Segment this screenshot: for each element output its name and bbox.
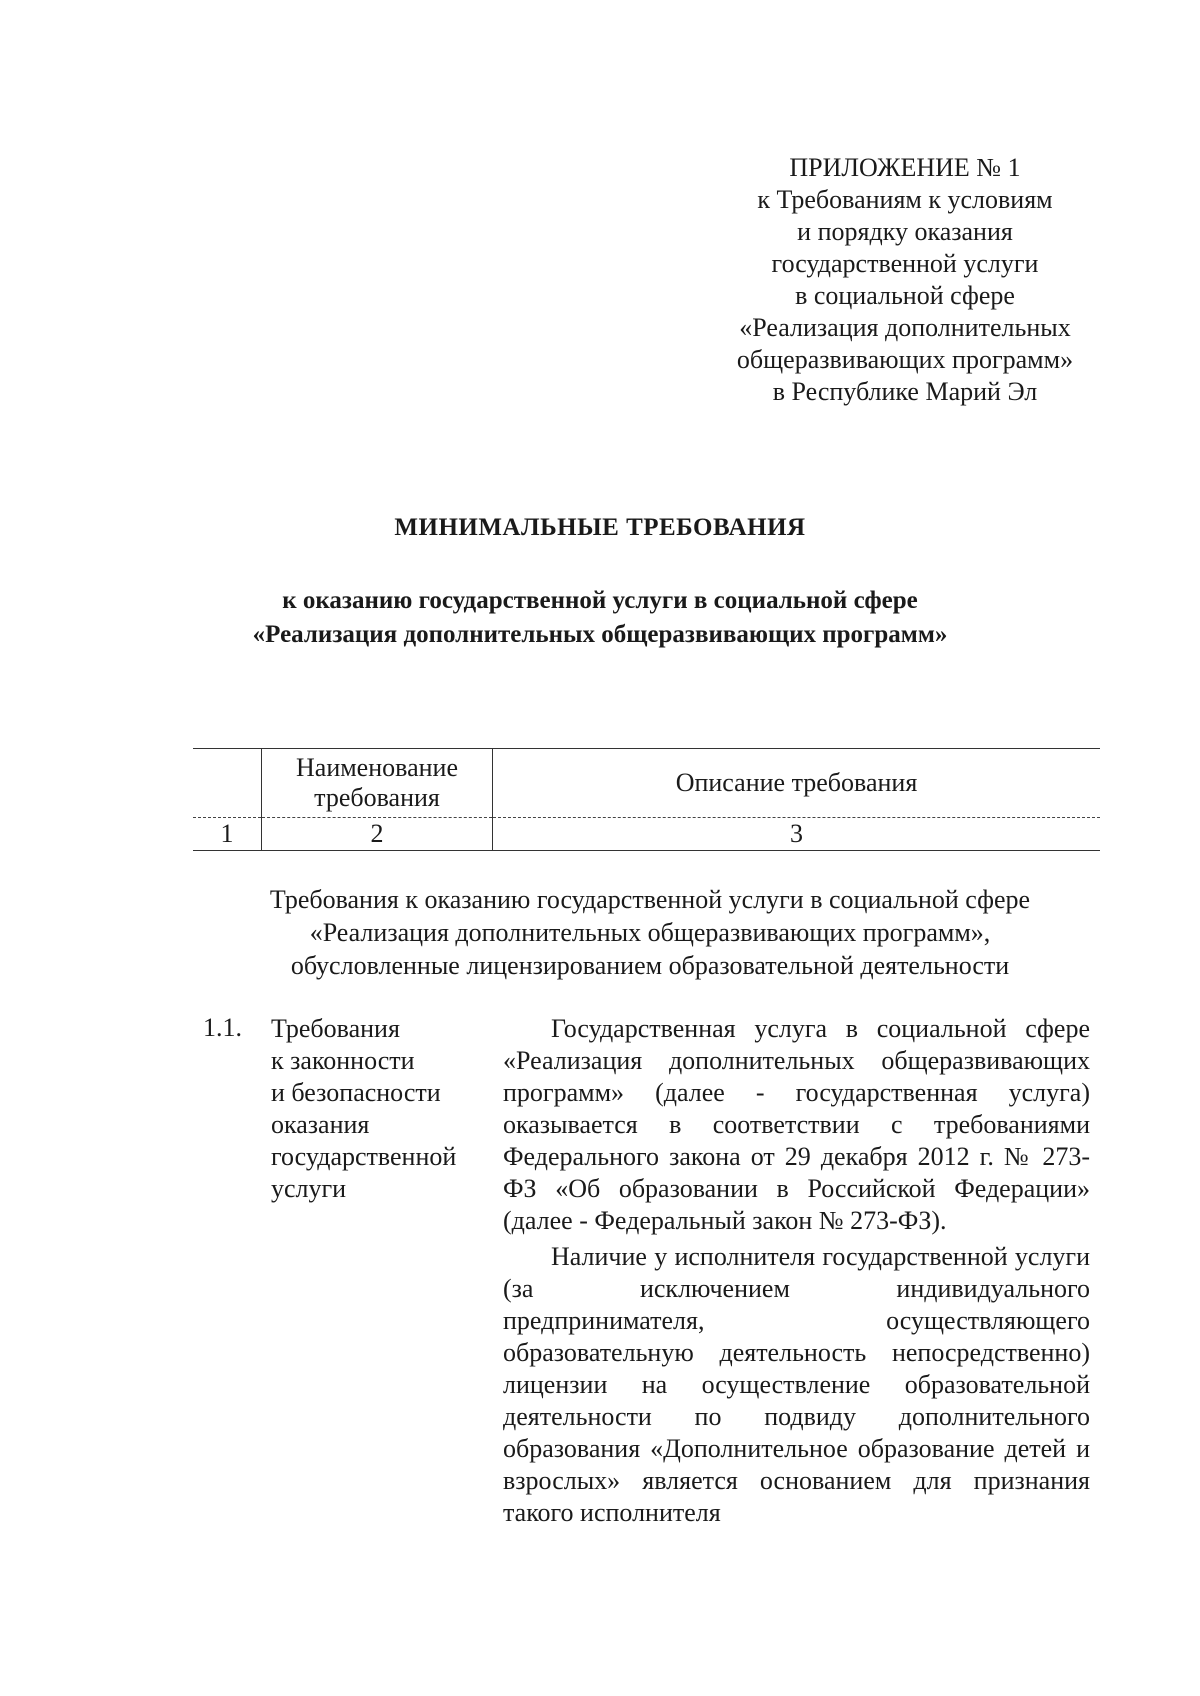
appendix-line: общеразвивающих программ» [736,345,1074,374]
requirement-name-line: оказания [271,1110,370,1139]
requirement-name-line: Требования [271,1014,400,1043]
header-cell-description: Описание требования [493,749,1101,818]
section-heading [180,883,1120,982]
column-number-1: 1 [193,818,262,851]
appendix-line: «Реализация дополнительных [739,313,1071,342]
requirement-number: 1.1. [203,1013,242,1042]
header-cell-name: Наименование требования [262,749,493,818]
requirement-name [271,1013,486,1205]
requirement-name-line: услуги [271,1174,347,1203]
appendix-line: и порядку оказания [797,217,1013,246]
requirement-name-line: к законности [271,1046,415,1075]
requirement-name-line: государственной [271,1142,457,1171]
document-subtitle [0,584,1200,652]
section-heading-line: «Реализация дополнительных общеразвивающих программ», [309,918,991,947]
header-cell-number [193,749,262,818]
appendix-block [690,152,1120,408]
subtitle-line: к оказанию государственной услуги в социальной сфере [282,587,918,614]
requirements-table-header [193,748,1100,851]
section-heading-line: обусловленные лицензированием образовательной деятельности [290,951,1010,980]
subtitle-line: «Реализация дополнительных общеразвивающих программ» [252,621,948,648]
requirement-description [503,1013,1090,1529]
appendix-line: в Республике Марий Эл [772,377,1038,406]
appendix-line: ПРИЛОЖЕНИЕ № 1 [789,153,1021,182]
description-paragraph: Наличие у исполнителя государственной услуги (за исключением индивидуального предпринимателя, осуществляющего образовательную деятельность непосредственно) лицензии на осуществление образовательной деятельности по подвиду дополнительного образования «Дополнительное образование детей и взрослых» является основанием для признания такого исполнителя [503,1242,1090,1527]
appendix-line: в социальной сфере [795,281,1015,310]
column-number-2: 2 [262,818,493,851]
table-header-row [193,749,1100,818]
document-title: МИНИМАЛЬНЫЕ ТРЕБОВАНИЯ [394,514,806,541]
table-number-row [193,818,1100,851]
section-heading-line: Требования к оказанию государственной услуги в социальной сфере [269,885,1031,914]
column-number-3: 3 [493,818,1101,851]
description-paragraph: Государственная услуга в социальной сфере «Реализация дополнительных общеразвивающих программ» (далее - государственная услуга) оказывается в соответствии с требованиями Федерального закона от 29 декабря 2012 г. № 273-ФЗ «Об образовании в Российской Федерации» (далее - Федеральный закон № 273-ФЗ). [503,1014,1090,1235]
appendix-line: государственной услуги [771,249,1039,278]
requirement-name-line: и безопасности [271,1078,441,1107]
appendix-line: к Требованиям к условиям [757,185,1053,214]
